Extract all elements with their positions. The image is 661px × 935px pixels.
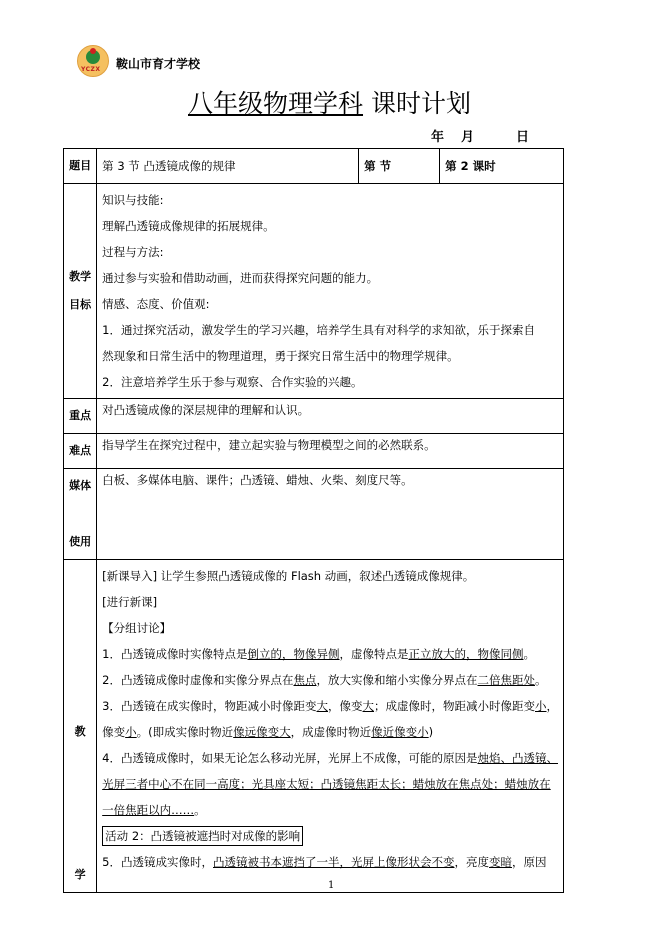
text-segment: 3．凸透镜在成实像时，物距减小时像距变 bbox=[102, 699, 317, 713]
text-segment: ，成虚像时物近 bbox=[290, 725, 372, 739]
section: 第 节 bbox=[359, 149, 440, 184]
label-goals: 教学 目标 bbox=[64, 184, 97, 399]
text-line bbox=[102, 343, 558, 369]
text-segment: 2．凸透镜成像时虚像和实像分界点在 bbox=[102, 673, 294, 687]
label-topic: 题目 bbox=[64, 149, 97, 184]
text-segment: ，放大实像和缩小实像分界点在 bbox=[316, 673, 478, 687]
underlined-answer: 变暗 bbox=[489, 855, 512, 869]
underlined-answer: 焦点 bbox=[293, 673, 317, 687]
date-day: 日 bbox=[516, 130, 530, 145]
text-segment: 。 bbox=[535, 673, 547, 687]
text-line bbox=[102, 369, 558, 395]
media-content: 白板、多媒体电脑、课件；凸透镜、蜡烛、火柴、刻度尺等。 bbox=[97, 469, 564, 560]
label-process: 教 学 bbox=[64, 560, 97, 893]
text-line bbox=[102, 745, 558, 771]
underlined-answer: 像远像变大 bbox=[233, 725, 291, 739]
underlined-answer: 凸透镜被书本遮挡了一半，光屏上像形状会 bbox=[213, 855, 432, 869]
text-segment: ；成虚像时，物距减小时像距变 bbox=[374, 699, 535, 713]
text-segment: 然现象和日常生活中的物理道理，勇于探究日常生活中的物理学规律。 bbox=[102, 349, 459, 363]
text-line bbox=[102, 563, 558, 589]
underlined-answer: 小 bbox=[125, 725, 137, 739]
text-line bbox=[102, 239, 558, 265]
underlined-answer: 光屏三者中心不在同一高度；光具座太短；凸透镜焦距太长；蜡烛放在焦点处；蜡烛放在 bbox=[102, 777, 551, 791]
text-line bbox=[102, 213, 558, 239]
school-logo: YCZX bbox=[77, 45, 109, 77]
key-content: 对凸透镜成像的深层规律的理解和认识。 bbox=[97, 399, 564, 434]
text-segment: 像变 bbox=[102, 725, 126, 739]
text-segment: 情感、态度、价值观: bbox=[102, 297, 210, 311]
label-difficult: 难点 bbox=[64, 434, 97, 469]
text-segment: 【分组讨论】 bbox=[102, 621, 172, 635]
text-segment: [进行新课] bbox=[102, 595, 158, 609]
underlined-answer: 不变 bbox=[431, 855, 455, 869]
text-line bbox=[102, 771, 558, 797]
text-segment: 。(即成实像时物近 bbox=[136, 725, 234, 739]
process-content bbox=[97, 560, 564, 893]
text-line bbox=[102, 823, 558, 849]
underlined-answer: 一倍焦距以内…… bbox=[102, 803, 195, 817]
text-segment: 4．凸透镜成像时，如果无论怎么移动光屏，光屏上不成像，可能的原因是 bbox=[102, 751, 478, 765]
text-line bbox=[102, 667, 558, 693]
text-line bbox=[102, 317, 558, 343]
text-segment: 过程与方法: bbox=[102, 245, 164, 259]
underlined-answer: 烛焰、凸透镜、 bbox=[477, 751, 558, 765]
page-title: 八年级物理学科 课时计划 bbox=[188, 89, 471, 118]
text-segment: 。 bbox=[194, 803, 206, 817]
text-segment: 理解凸透镜成像规律的拓展规律。 bbox=[102, 219, 275, 233]
topic: 第 3 节 凸透镜成像的规律 bbox=[97, 149, 359, 184]
text-line bbox=[102, 615, 558, 641]
difficult-content: 指导学生在探究过程中，建立起实验与物理模型之间的必然联系。 bbox=[97, 434, 564, 469]
underlined-answer: 大 bbox=[362, 699, 374, 713]
underlined-answer: 二倍焦距处 bbox=[477, 673, 535, 687]
text-segment: ， bbox=[546, 699, 558, 713]
text-segment: ) bbox=[428, 725, 434, 739]
lesson-plan-table bbox=[63, 148, 564, 893]
underlined-answer: 小 bbox=[535, 699, 547, 713]
activity-heading: 活动 2：凸透镜被遮挡时对成像的影响 bbox=[102, 826, 303, 846]
underlined-answer: 正立放大的，物像同侧 bbox=[408, 647, 524, 661]
text-line bbox=[102, 693, 558, 719]
text-line bbox=[102, 589, 558, 615]
text-segment: ，亮度 bbox=[454, 855, 489, 869]
underlined-answer: 像近像变小 bbox=[371, 725, 429, 739]
underlined-answer: 倒立的，物像异侧 bbox=[247, 647, 340, 661]
text-line bbox=[102, 641, 558, 667]
text-line bbox=[102, 265, 558, 291]
text-segment: 5．凸透镜成实像时， bbox=[102, 855, 213, 869]
date-month: 月 bbox=[461, 130, 475, 145]
text-segment: ，虚像特点是 bbox=[339, 647, 409, 661]
text-segment: ，原因 bbox=[512, 855, 547, 869]
text-segment: 。 bbox=[523, 647, 535, 661]
text-segment: ，像变 bbox=[328, 699, 363, 713]
text-segment: 通过参与实验和借助动画，进而获得探究问题的能力。 bbox=[102, 271, 379, 285]
lesson-number: 第 2 课时 bbox=[440, 149, 564, 184]
text-line bbox=[102, 797, 558, 823]
text-line bbox=[102, 719, 558, 745]
date-year: 年 bbox=[431, 130, 445, 145]
text-segment: 1．通过探究活动，激发学生的学习兴趣，培养学生具有对科学的求知欲，乐于探索自 bbox=[102, 323, 535, 337]
text-line bbox=[102, 291, 558, 317]
text-segment: 知识与技能: bbox=[102, 193, 164, 207]
text-segment: 1．凸透镜成像时实像特点是 bbox=[102, 647, 248, 661]
goals-content bbox=[97, 184, 564, 399]
text-segment: [新课导入] 让学生参照凸透镜成像的 Flash 动画，叙述凸透镜成像规律。 bbox=[102, 569, 475, 583]
school-name: 鞍山市育才学校 bbox=[116, 57, 201, 71]
page-number: 1 bbox=[328, 880, 335, 891]
text-line bbox=[102, 187, 558, 213]
text-line bbox=[102, 849, 558, 875]
label-key: 重点 bbox=[64, 399, 97, 434]
text-segment: 2．注意培养学生乐于参与观察、合作实验的兴趣。 bbox=[102, 375, 363, 389]
underlined-answer: 大 bbox=[316, 699, 328, 713]
label-media: 媒体 使用 bbox=[64, 469, 97, 560]
